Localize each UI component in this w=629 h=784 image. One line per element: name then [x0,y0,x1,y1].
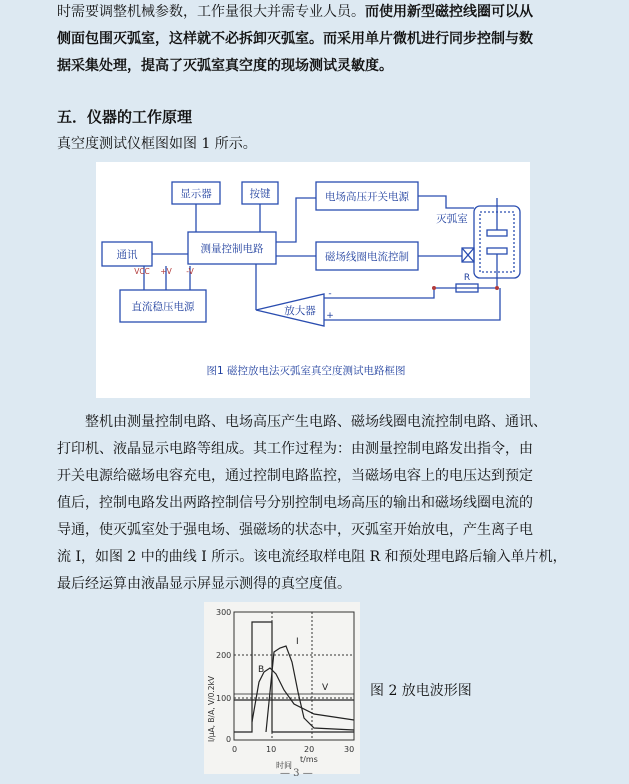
text-line: 整机由测量控制电路、电场高压产生电路、磁场线圈电流控制电路、通讯、 [85,414,547,430]
x-label: t/ms [300,755,318,764]
curve-I-label: I [296,637,299,647]
display-label: 显示器 [180,188,212,200]
x-title: 时间 [276,761,292,770]
y-tick: 300 [216,608,232,617]
junction-dot [495,286,499,290]
figure-1 [96,162,530,398]
curve-pulse [234,622,354,732]
body-paragraph [57,409,577,598]
minus-label: - [328,289,332,299]
junction-dot [432,286,436,290]
figure2-caption: 图 2 放电波形图 [370,683,472,699]
comm-label: 通讯 [116,249,138,261]
text-line: 据采集处理，提高了灭弧室真空度的现场测试灵敏度。 [57,58,393,74]
vcc-label: VCC [134,267,150,276]
section-heading: 五．仪器的工作原理 [57,108,193,126]
top-paragraph [57,0,577,80]
hv-supply-label: 电场高压开关电源 [325,191,409,203]
coil-ctrl-label: 磁场线圈电流控制 [325,251,409,263]
text-line: 打印机、液晶显示电路等组成。其工作过程为：由测量控制电路发出指令，由 [57,441,533,457]
x-tick: 20 [304,745,315,754]
y-tick: 200 [216,651,232,660]
curve-B-label: B [258,665,265,675]
text-line: 侧面包围灭弧室，这样就不必拆卸灭弧室。而采用单片微机进行同步控制与数 [57,31,533,47]
wire [276,198,316,242]
y-tick: 0 [226,735,232,744]
text-line: 流 I，如图 2 中的曲线 I 所示。该电流经取样电阻 R 和预处理电路后输入单片机， [57,549,567,565]
plus-v-label: +V [160,267,172,276]
text-run: 时需要调整机械参数，工作量很大并需专业人员。 [57,4,365,20]
figure1-caption: 图1 磁控放电法灭弧室真空度测试电路框图 [206,365,406,377]
keys-label: 按键 [249,188,271,200]
contact-bottom [487,248,507,254]
amp-label: 放大器 [284,305,316,317]
y-tick: 100 [216,694,232,703]
text-line: 导通，使灭弧室处于强电场、强磁场的状态中，灭弧室开始放电，产生离子电 [57,522,533,538]
dc-supply-label: 直流稳压电源 [131,301,195,313]
curve-V-label: V [322,683,329,693]
text-line: 最后经运算由液晶显示屏显示测得的真空度值。 [57,576,351,592]
curve-I [266,646,354,732]
intro-line: 真空度测试仪框图如图 1 所示。 [57,136,257,152]
x-tick: 10 [266,745,277,754]
page-number: — 3 — [280,768,313,779]
text-line: 开关电源给磁场电容充电，通过控制电路监控，当磁场电容上的电压达到预定 [57,468,533,484]
control-label: 测量控制电路 [200,243,264,255]
plus-label: + [326,311,334,321]
x-tick: 0 [232,745,238,754]
minus-v-label: -V [186,267,194,276]
text-line [57,0,577,26]
wire [418,196,474,208]
wire [324,288,500,320]
text-run-bold: 而使用新型磁控线圈可以从 [365,4,533,20]
x-tick: 30 [344,745,355,754]
block-diagram [96,162,530,398]
chamber-label: 灭弧室 [436,213,468,225]
figure-2 [204,602,360,774]
resistor-label: R [463,273,471,283]
text-line: 值后，控制电路发出两路控制信号分别控制电场高压的输出和磁场线圈电流的 [57,495,533,511]
y-label: I/μA, B/A, V/0.2kV [207,675,216,742]
waveform-plot [204,602,360,774]
contact-top [487,230,507,236]
